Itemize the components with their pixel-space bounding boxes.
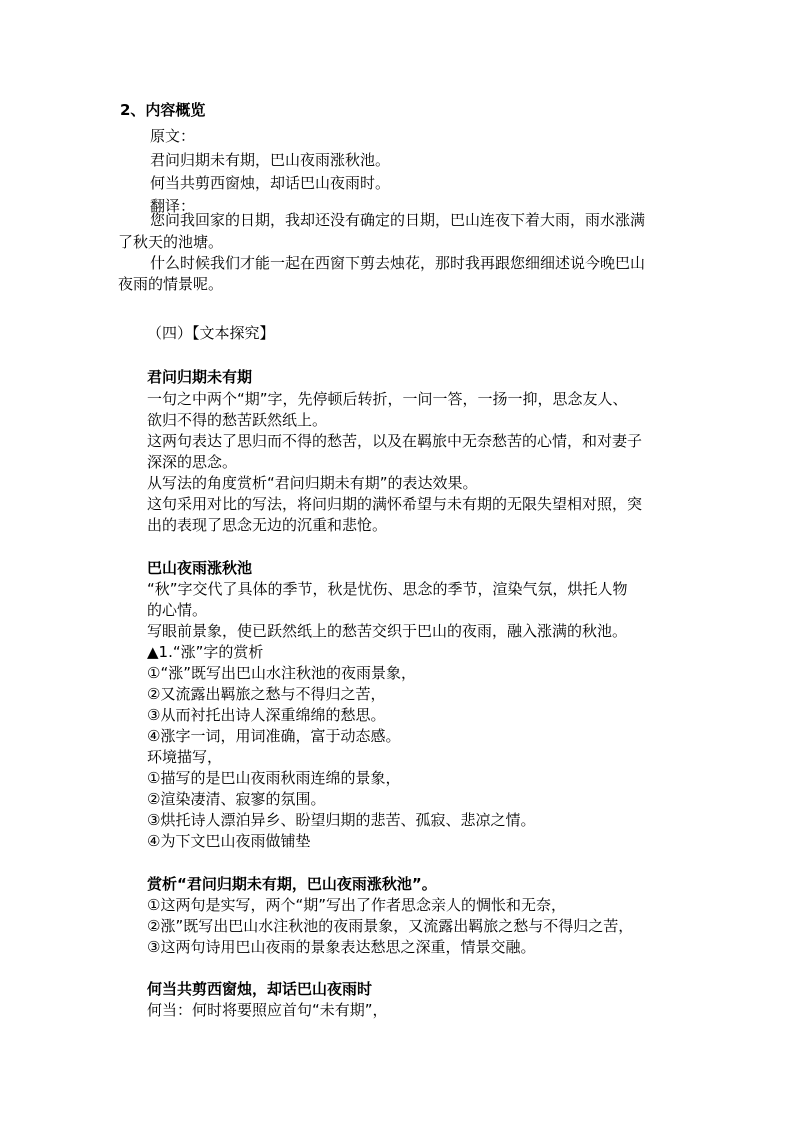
translation-label: 翻译：	[150, 197, 196, 215]
list-item: ③这两句诗用巴山夜雨的景象表达愁思之深重，情景交融。	[147, 938, 536, 956]
translation-line: 了秋天的池塘。	[118, 233, 224, 251]
block-title: 君问归期未有期	[147, 368, 253, 386]
paragraph-line: “秋”字交代了具体的季节，秋是忧伤、思念的季节，渲染气氛，烘托人物	[147, 580, 628, 598]
paragraph-line: 写眼前景象，使已跃然纸上的愁苦交织于巴山的夜雨，融入涨满的秋池。	[147, 622, 628, 640]
list-item: ④涨字一词，用词准确，富于动态感。	[147, 727, 401, 745]
paragraph-line: 从写法的角度赏析“君问归期未有期”的表达效果。	[147, 474, 478, 492]
block-title: 何当共剪西窗烛，却话巴山夜雨时	[147, 980, 373, 998]
list-item: ③烘托诗人漂泊异乡、盼望归期的悲苦、孤寂、悲凉之情。	[147, 811, 536, 829]
paragraph-line: 的心情。	[147, 601, 208, 619]
list-heading: 环境描写，	[147, 748, 223, 766]
list-heading: ▲1.“涨”字的赏析	[147, 643, 264, 661]
list-item: ①描写的是巴山夜雨秋雨连绵的景象，	[147, 769, 401, 787]
paragraph-line: 一句之中两个“期”字，先停顿后转折，一问一答，一扬一抑，思念友人、	[147, 390, 628, 408]
list-item: ②渲染凄清、寂寥的氛围。	[147, 790, 326, 808]
list-item: ①“涨”既写出巴山水注秋池的夜雨景象，	[147, 664, 416, 682]
paragraph-line: 欲归不得的愁苦跃然纸上。	[147, 411, 328, 429]
list-item: ②涨”既写出巴山水注秋池的夜雨景象，又流露出羁旅之愁与不得归之苦，	[147, 917, 634, 935]
original-label: 原文：	[150, 127, 196, 145]
section-heading: 2、内容概览	[120, 101, 206, 119]
translation-line: 夜雨的情景呢。	[118, 275, 224, 293]
list-item: ④为下文巴山夜雨做铺垫	[147, 832, 311, 850]
list-item: ①这两句是实写，两个“期”写出了作者思念亲人的惆怅和无奈，	[147, 896, 566, 914]
block-title: 巴山夜雨涨秋池	[147, 559, 253, 577]
paragraph-line: 深深的思念。	[147, 453, 238, 471]
translation-line: 您问我回家的日期，我却还没有确定的日期，巴山连夜下着大雨，雨水涨满	[150, 211, 646, 229]
paragraph-line: 何当：何时将要照应首句“未有期”，	[147, 1001, 388, 1019]
paragraph-line: 这两句表达了思归而不得的愁苦，以及在羁旅中无奈愁苦的心情，和对妻子	[147, 432, 643, 450]
list-item: ②又流露出羁旅之愁与不得归之苦，	[147, 685, 386, 703]
poem-line: 君问归期未有期，巴山夜雨涨秋池。	[150, 151, 391, 169]
translation-line: 什么时候我们才能一起在西窗下剪去烛花，那时我再跟您细细述说今晚巴山	[150, 254, 646, 272]
paragraph-line: 出的表现了思念无边的沉重和悲怆。	[147, 516, 388, 534]
poem-line: 何当共剪西窗烛，却话巴山夜雨时。	[150, 174, 391, 192]
section-heading: （四）【文本探究】	[147, 324, 275, 342]
list-item: ③从而衬托出诗人深重绵绵的愁思。	[147, 706, 386, 724]
paragraph-line: 这句采用对比的写法，将问归期的满怀希望与未有期的无限失望相对照，突	[147, 495, 643, 513]
block-title: 赏析“君问归期未有期，巴山夜雨涨秋池”。	[147, 875, 437, 893]
